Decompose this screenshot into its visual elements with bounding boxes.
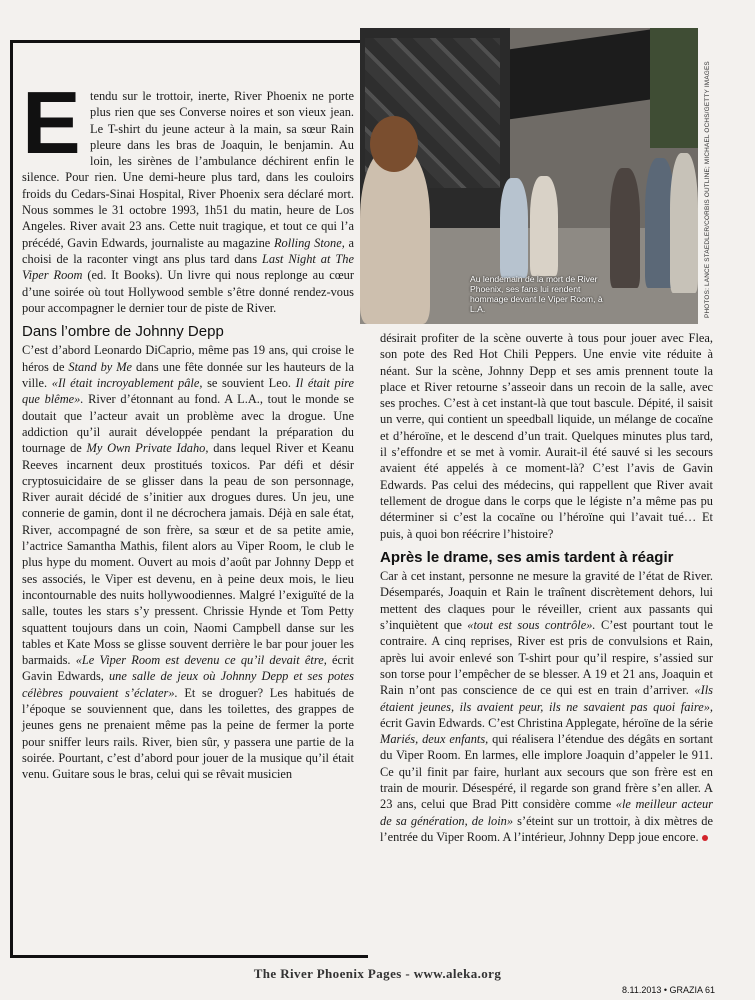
page-folio: 8.11.2013 • GRAZIA 61	[622, 985, 716, 995]
right-paragraph: désirait profiter de la scène ouverte à tous pour jouer avec Flea, son pote des Red Hot Chili Peppers. Une envie vite réduite à néant. Sur la scène, Johnny Depp et ses amis prennent toute la place et River retourne s’asseoir dans un recoin de la salle, avec ses proches. C’est à cet instant-là que tout bascule. Dépité, il saisit un verre, qui contient un speedball liquide, un mélange de cocaïne et d’héroïne, et le descend d’un trait. Quelques minutes plus tard, il s’effondre et se met à vomir. Aurait-il été sauvé si les secours avaient été appelés à ce moment-là? C’est l’avis de Gavin Edwards. Pas celui des médecins, qui rappellent que River avait tellement de drogue dans le corps que le légiste n’a même pas pu déterminer si c’est la cocaïne ou l’héroïne qui l’avait tué… Et puis, à quoi bon réécrire l’histoire?	[380, 331, 713, 541]
section2-paragraph	[380, 568, 713, 845]
photo-person	[670, 153, 698, 293]
photo-credit: PHOTOS: LANCE STAEDLER/CORBIS OUTLINE; MICHAEL OCHS/GETTY IMAGES	[704, 61, 711, 318]
article-photo	[360, 28, 698, 324]
body-italic: «Le Viper Room est devenu ce qu’il devait être,	[75, 653, 327, 668]
lede-paragraph	[22, 73, 354, 316]
lede-text: (ed. It Books). Un livre qui nous replonge au cœur d’une soirée où tout Hollywood semble s’être donné rendez-vous pour accompagner le dernier tour de piste de River.	[22, 268, 354, 315]
body-italic: Stand by Me	[68, 359, 133, 374]
body-text: Car à cet instant, personne ne mesure la gravité de l’état de River. Désemparés, Joaquin et Rain le traînent discrètement dehors, lui mettent des claques pour le réveiller, crient aux passants qui s’inquiètent que	[380, 569, 713, 633]
body-text: dans une fête donnée sur les hauteurs de la ville.	[22, 359, 354, 391]
body-text: qui réalisera l’étendue des dégâts en sortant du Viper Room. En larmes, elle implore Joaquin d’appeler le 911. Ce qu’il finit par faire, hurlant aux secours que son frère est en train de mourir. Désespéré, il regarde son grand frère s’en aller. A 23 ans, celui que Brad Pitt considère comme	[380, 732, 713, 812]
section1-paragraph	[22, 342, 354, 782]
body-italic: «Ils étaient jeunes, ils avaient peur, ils ne savaient pas quoi faire»,	[380, 683, 713, 714]
section-title: Après le drame, ses amis tardent à réagir	[380, 548, 674, 566]
watermark-footer: The River Phoenix Pages - www.aleka.org	[253, 966, 502, 981]
photo-person	[500, 178, 528, 278]
photo-person	[360, 148, 430, 324]
body-text: Et se droguer? Les habitués de l’époque se souviennent que, dans les toilettes, des grappes de jeunes gens ne prenaient même pas la peine de fermer la porte pour sniffer leurs rails. River, bien sûr, y passera une partie de la soirée. Pourtant, c’est d’abord pour jouer de la musique qu’il était venu. Guitare sous le bras, celui qui se rêvait musicien	[22, 685, 354, 782]
lede-italic: Rolling Stone,	[273, 235, 345, 250]
lede-italic: Last Night at The Viper Room	[22, 251, 354, 283]
lede-text: a choisi de la raconter vingt ans plus tard dans	[22, 235, 354, 266]
dropcap: E	[22, 73, 81, 172]
body-italic: Il était pire que blême».	[22, 376, 355, 407]
photo-person	[530, 176, 558, 276]
body-text: C’est d’abord Leonardo DiCaprio, même pas 19 ans, qui croise le héros de	[22, 343, 354, 374]
body-italic: «tout est sous contrôle».	[467, 618, 596, 633]
body-italic: Mariés, deux enfants,	[380, 732, 489, 747]
right-column	[380, 330, 713, 845]
body-text: s’éteint sur un trottoir, à dix mètres de l’entrée du Viper Room. A l’intérieur, Johnny Depp joue encore.	[380, 813, 713, 844]
body-text: écrit Gavin Edwards. C’est Christina Applegate, héroïne de la série	[380, 715, 713, 730]
body-italic: «le meilleur acteur de sa génération, de loin»	[380, 797, 714, 828]
body-text: se souvient Leo.	[202, 376, 296, 391]
body-text: C’est pourtant tout le contraire. A cinq reprises, River est pris de convulsions et Rain, après lui avoir enlevé son T-shirt pour qu’il respire, s’assied sur son torse pour l’empêcher de se blesser. A 19 et 21 ans, Joaquin et Rain n’ont pas conscience de ce qui est en train d’arriver.	[380, 618, 713, 698]
photo-person	[610, 168, 640, 288]
body-italic: My Own Private Idaho,	[86, 441, 209, 456]
photo-caption: Au lendemain de la mort de River Phoenix, ses fans lui rendent hommage devant le Viper Room, à L.A.	[470, 274, 603, 314]
end-mark-icon	[702, 835, 708, 841]
body-text: dans lequel River et Keanu Reeves incarnent deux prostitués toxicos. Par défi et désir cryptosuicidaire de se glisser dans la peau de son personnage, River aurait décidé de s’initier aux drogues dures. Un jeu, une connerie de gamin, dont il ne décrochera jamais. Déjà en sale état, River, accompagné de son frère, sa sœur et de sa petite amie, l’actrice Samantha Mathis, filent alors au Viper Room, le club le plus hype du moment. Ouvert au mois d’août par Johnny Depp et ses associés, le Viper est devenu, en à peine deux mois, le lieu incontournable des nuits hollywoodiennes. Malgré l’exiguïté de la salle, toutes les stars s’y pressent. Chrissie Hynde et Tom Petty squattent toujours dans un coin, Naomi Campbell danse sur les tables et Kate Moss se glisse souvent derrière le bar pour jouer les barmaids.	[22, 441, 354, 668]
left-column	[22, 73, 355, 782]
body-italic: «Il était incroyablement pâle,	[51, 376, 203, 391]
section-title: Dans l’ombre de Johnny Depp	[22, 323, 224, 341]
body-text: écrit Gavin Edwards,	[22, 653, 355, 684]
lede-text: tendu sur le trottoir, inerte, River Phoenix ne porte plus rien que ses Converse noires et son vieux jean. Le T-shirt du jeune acteur à la main, sa sœur Rain pleure dans les bras de Joaquin, le benjamin. Au loin, les sirènes de l’ambulance déchirent enfin le silence. Pour rien. Une demi-heure plus tard, dans les couloirs froids du Cedars-Sinai Hospital, River Phoenix sera déclaré mort. Nous sommes le 31 octobre 1993, 1h51 du matin, heure de Los Angeles. River avait 23 ans. Cette nuit tragique, et tout ce qui l’a précédé, Gavin Edwards, journaliste au magazine	[22, 89, 354, 250]
body-italic: une salle de jeux où Johnny Depp et ses potes célèbres pouvaient s’éclater».	[22, 669, 354, 700]
photo-tree	[650, 28, 698, 148]
body-text: River d’étonnant au fond. A L.A., tout le monde se doutait que l’acteur avait un problème avec la drogue. Une addiction qu’il aurait développée pendant la préparation du tournage de	[22, 392, 354, 456]
photo-person-head	[370, 116, 418, 172]
